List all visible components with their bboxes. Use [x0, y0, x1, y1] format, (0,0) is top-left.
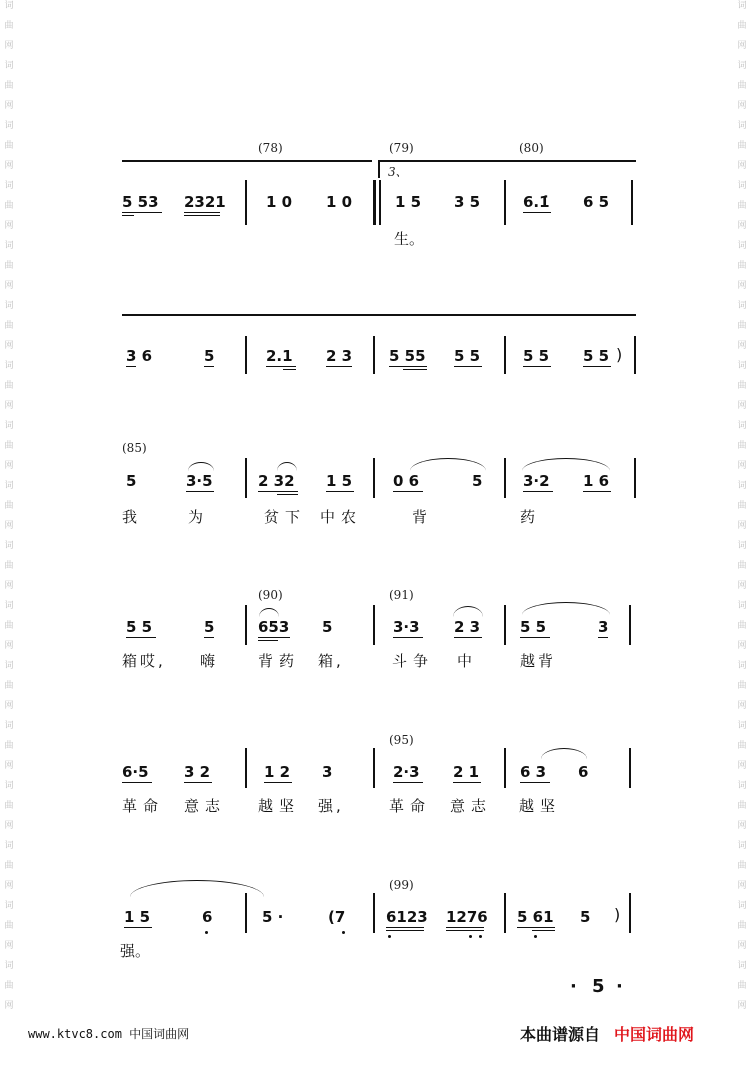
watermark-char: 网 [4, 1001, 14, 1011]
note-group: 3 [322, 763, 333, 781]
note-underline [326, 366, 352, 367]
lyric-text: 箱哎, [122, 652, 166, 670]
note-group: 5 55 [389, 347, 426, 365]
watermark-char: 曲 [4, 981, 14, 991]
measure-number-85: (85) [122, 441, 147, 455]
note-underline [258, 491, 298, 492]
lyric-text: 箱, [318, 652, 344, 670]
note-underline [122, 782, 152, 783]
note-group: 5 [126, 472, 137, 490]
note-group: 2 1 [453, 763, 480, 781]
watermark-char: 词 [737, 901, 747, 911]
watermark-char: 词 [737, 61, 747, 71]
watermark-char: 曲 [4, 141, 14, 151]
bar-line [373, 893, 375, 933]
slur [259, 608, 279, 617]
watermark-char: 曲 [737, 321, 747, 331]
bar-line [504, 336, 506, 374]
watermark-char: 网 [737, 821, 747, 831]
volta-bracket [378, 160, 380, 178]
watermark-char: 曲 [4, 441, 14, 451]
note-underline [283, 369, 296, 370]
watermark-char: 网 [737, 221, 747, 231]
watermark-char: 曲 [4, 501, 14, 511]
note-group: 2·3 [393, 763, 420, 781]
bar-line [245, 336, 247, 374]
slur [453, 606, 483, 617]
watermark-char: 曲 [4, 861, 14, 871]
watermark-char: 曲 [4, 381, 14, 391]
lyric-text: 越背 [520, 652, 557, 670]
page-number-dot-right: · [616, 976, 623, 997]
note-underline [583, 491, 611, 492]
watermark-char: 曲 [4, 81, 14, 91]
watermark-char: 网 [4, 821, 14, 831]
watermark-char: 网 [4, 401, 14, 411]
note-underline [124, 927, 152, 928]
footer-source [520, 1022, 694, 1045]
watermark-char: 词 [737, 301, 747, 311]
bar-line [634, 336, 636, 374]
bar-line [504, 605, 506, 645]
watermark-char: 网 [737, 101, 747, 111]
note-underline [386, 930, 424, 931]
note-group: 3 5 [454, 193, 481, 211]
note-group: 5 [580, 908, 591, 926]
note-group: 5 5 [454, 347, 481, 365]
lyric-text: 革命 [389, 797, 432, 815]
watermark-char: 曲 [737, 261, 747, 271]
note-group: 6.1̇ [523, 193, 550, 211]
watermark-strip-left [2, 0, 16, 1071]
watermark-char: 网 [737, 941, 747, 951]
watermark-char: 词 [4, 361, 14, 371]
bar-line [629, 893, 631, 933]
lyric-text: 强, [318, 797, 344, 815]
note-group: 5 [204, 618, 215, 636]
watermark-char: 网 [737, 881, 747, 891]
note-underline [126, 366, 136, 367]
note-underline [520, 637, 550, 638]
slur [522, 602, 610, 615]
watermark-char: 网 [4, 161, 14, 171]
note-group: (7 [328, 908, 346, 926]
note-group: 0 6 [393, 472, 420, 490]
note-group: 1 5 [395, 193, 422, 211]
note-underline [454, 637, 482, 638]
watermark-char: 网 [737, 521, 747, 531]
watermark-char: 网 [4, 101, 14, 111]
watermark-char: 词 [4, 481, 14, 491]
watermark-char: 曲 [4, 921, 14, 931]
page-number-dot-left: · [570, 976, 577, 997]
slur [410, 458, 486, 471]
lyric-text: 意志 [450, 797, 493, 815]
note-group: 6 [578, 763, 589, 781]
low-octave-dot [469, 935, 472, 938]
watermark-char: 网 [737, 761, 747, 771]
page-number: 5 [592, 976, 605, 997]
note-group: 1 0 [266, 193, 293, 211]
lyric-text: 意志 [184, 797, 227, 815]
low-octave-dot [534, 935, 537, 938]
low-octave-dot [342, 931, 345, 934]
lyric-text: 嗨 [200, 652, 216, 670]
slur [130, 880, 264, 897]
watermark-char: 词 [737, 121, 747, 131]
bar-line [245, 180, 247, 225]
bar-line [245, 748, 247, 788]
watermark-char: 网 [4, 941, 14, 951]
bar-line [373, 605, 375, 645]
lyric-text: 贫下 [264, 508, 307, 526]
note-group: 5 [322, 618, 333, 636]
watermark-char: 曲 [4, 561, 14, 571]
watermark-char: 词 [4, 901, 14, 911]
note-underline [264, 782, 292, 783]
slur [541, 748, 587, 759]
watermark-char: 词 [4, 421, 14, 431]
repeat-bar-line [373, 180, 376, 225]
bar-line [245, 893, 247, 933]
watermark-char: 曲 [737, 381, 747, 391]
note-group: 3·3 [393, 618, 420, 636]
note-group: 6 3 [520, 763, 547, 781]
note-underline [258, 637, 290, 638]
note-group: 5 53 [122, 193, 159, 211]
watermark-char: 曲 [737, 561, 747, 571]
note-group: 2.1 [266, 347, 293, 365]
note-group: 1 6 [583, 472, 610, 490]
watermark-char: 网 [4, 761, 14, 771]
note-group: 5 5 [523, 347, 550, 365]
note-group: 2321 [184, 193, 226, 211]
note-underline [258, 640, 278, 641]
watermark-char: 曲 [737, 621, 747, 631]
watermark-char: 曲 [737, 681, 747, 691]
note-group: 1 5 [124, 908, 151, 926]
watermark-char: 词 [737, 961, 747, 971]
lyric-text: 为 [188, 508, 204, 526]
watermark-char: 词 [737, 361, 747, 371]
lyric-text: 中农 [320, 508, 363, 526]
note-underline [523, 491, 553, 492]
watermark-char: 网 [4, 881, 14, 891]
note-group: 5 5 [520, 618, 547, 636]
bar-line [504, 458, 506, 498]
watermark-char: 网 [4, 461, 14, 471]
watermark-char: 词 [4, 541, 14, 551]
watermark-char: 词 [4, 301, 14, 311]
watermark-char: 网 [737, 461, 747, 471]
footer-site-link[interactable]: www.ktvc8.com 中国词曲网 [28, 1027, 190, 1041]
watermark-char: 词 [737, 781, 747, 791]
note-group: 3 2 [184, 763, 211, 781]
note-underline [453, 782, 481, 783]
close-paren: ) [614, 905, 621, 924]
note-underline [523, 212, 551, 213]
note-group: 6 [202, 908, 213, 926]
bar-line [504, 893, 506, 933]
watermark-char: 网 [4, 581, 14, 591]
staff-top-line [122, 160, 372, 162]
watermark-char: 网 [737, 41, 747, 51]
note-underline [122, 215, 134, 216]
bar-line [631, 180, 633, 225]
watermark-char: 词 [737, 541, 747, 551]
note-underline [122, 212, 162, 213]
measure-number-80: (80) [519, 141, 544, 155]
watermark-char: 网 [737, 281, 747, 291]
watermark-char: 词 [4, 181, 14, 191]
watermark-char: 曲 [4, 201, 14, 211]
note-group: 3 [598, 618, 609, 636]
watermark-char: 词 [4, 961, 14, 971]
note-group: 3 6 [126, 347, 153, 365]
note-underline [446, 930, 484, 931]
watermark-char: 词 [737, 841, 747, 851]
note-underline [393, 491, 423, 492]
measure-number-95: (95) [389, 733, 414, 747]
footer-source-label: 本曲谱源自 [520, 1025, 601, 1044]
watermark-char: 曲 [4, 621, 14, 631]
low-octave-dot [205, 931, 208, 934]
watermark-char: 词 [4, 241, 14, 251]
measure-number-90: (90) [258, 588, 283, 602]
watermark-char: 曲 [4, 261, 14, 271]
note-group: 1 5 [326, 472, 353, 490]
bar-line [629, 605, 631, 645]
watermark-char: 网 [4, 341, 14, 351]
measure-number-99: (99) [389, 878, 414, 892]
close-paren: ) [616, 345, 623, 364]
note-group: 6·5 [122, 763, 149, 781]
watermark-char: 网 [737, 161, 747, 171]
bar-line [373, 336, 375, 374]
note-group: 1276 [446, 908, 488, 926]
watermark-char: 词 [737, 661, 747, 671]
watermark-char: 词 [737, 481, 747, 491]
lyric-text: 越坚 [519, 797, 562, 815]
note-underline [532, 930, 555, 931]
note-underline [266, 366, 296, 367]
watermark-char: 网 [4, 281, 14, 291]
staff-top-line [122, 314, 636, 316]
low-octave-dot [479, 935, 482, 938]
lyric-text: 背 [412, 508, 428, 526]
note-underline [454, 366, 482, 367]
watermark-char: 词 [4, 721, 14, 731]
note-group: 5 [472, 472, 483, 490]
watermark-char: 曲 [737, 81, 747, 91]
watermark-char: 词 [4, 841, 14, 851]
watermark-char: 网 [737, 341, 747, 351]
watermark-char: 网 [737, 701, 747, 711]
lyric-text: 背药 [258, 652, 301, 670]
slur [277, 462, 297, 471]
watermark-char: 词 [737, 241, 747, 251]
watermark-char: 词 [737, 1, 747, 11]
watermark-char: 曲 [737, 981, 747, 991]
note-group: 2 3 [454, 618, 481, 636]
note-group: 1 0 [326, 193, 353, 211]
watermark-char: 网 [4, 521, 14, 531]
watermark-char: 曲 [4, 801, 14, 811]
watermark-char: 曲 [4, 21, 14, 31]
lyric-text: 药 [520, 508, 536, 526]
watermark-char: 网 [4, 221, 14, 231]
note-underline [393, 637, 423, 638]
bar-line [504, 748, 506, 788]
watermark-char: 曲 [737, 921, 747, 931]
watermark-char: 曲 [737, 441, 747, 451]
watermark-char: 曲 [737, 861, 747, 871]
note-underline [184, 215, 220, 216]
watermark-char: 曲 [4, 741, 14, 751]
watermark-char: 词 [737, 181, 747, 191]
note-group: 5 [204, 347, 215, 365]
note-underline [326, 491, 354, 492]
watermark-char: 网 [4, 641, 14, 651]
note-underline [446, 927, 484, 928]
note-group: 6 5 [583, 193, 610, 211]
note-group: 653 [258, 618, 290, 636]
note-underline [126, 637, 156, 638]
lyric-text: 中 [457, 652, 473, 670]
note-group: 5 61 [517, 908, 554, 926]
note-underline [277, 494, 298, 495]
note-underline [389, 366, 427, 367]
note-underline [186, 491, 214, 492]
repeat-bar-line [379, 180, 381, 225]
measure-number-79: (79) [389, 141, 414, 155]
note-underline [523, 366, 551, 367]
bar-line [245, 458, 247, 498]
measure-number-91: (91) [389, 588, 414, 602]
note-group: 5 · [262, 908, 284, 926]
note-underline [583, 366, 611, 367]
bar-line [245, 605, 247, 645]
note-underline [517, 927, 555, 928]
volta-label: 3、 [388, 165, 408, 179]
watermark-char: 曲 [4, 321, 14, 331]
note-underline [393, 782, 423, 783]
measure-number-78: (78) [258, 141, 283, 155]
note-group: 3·2 [523, 472, 550, 490]
watermark-char: 曲 [737, 21, 747, 31]
lyric-text: 我 [122, 508, 138, 526]
note-underline [204, 637, 214, 638]
bar-line [373, 458, 375, 498]
bar-line [629, 748, 631, 788]
note-group: 3·5 [186, 472, 213, 490]
note-group: 2 32 [258, 472, 295, 490]
note-underline [386, 927, 424, 928]
watermark-char: 曲 [4, 681, 14, 691]
footer-brand[interactable]: 中国词曲网 [614, 1025, 695, 1044]
watermark-char: 曲 [737, 801, 747, 811]
watermark-char: 词 [737, 601, 747, 611]
watermark-char: 词 [737, 721, 747, 731]
slur [522, 458, 610, 471]
watermark-char: 网 [737, 641, 747, 651]
staff-top-line [378, 160, 636, 162]
watermark-char: 词 [737, 421, 747, 431]
note-underline [204, 366, 214, 367]
watermark-char: 词 [4, 121, 14, 131]
note-underline [598, 637, 608, 638]
lyric-text: 斗争 [392, 652, 435, 670]
watermark-char: 曲 [737, 501, 747, 511]
watermark-char: 网 [737, 1001, 747, 1011]
watermark-char: 词 [4, 781, 14, 791]
lyric-text: 强。 [120, 942, 151, 960]
lyric-text: 越坚 [258, 797, 301, 815]
watermark-char: 网 [4, 41, 14, 51]
note-underline [184, 212, 220, 213]
slur [188, 462, 214, 471]
lyric-text: 革命 [122, 797, 165, 815]
watermark-char: 词 [4, 661, 14, 671]
bar-line [373, 748, 375, 788]
watermark-char: 网 [737, 401, 747, 411]
watermark-char: 曲 [737, 741, 747, 751]
lyric-text: 生。 [394, 230, 425, 248]
bar-line [504, 180, 506, 225]
note-underline [184, 782, 212, 783]
watermark-char: 词 [4, 1, 14, 11]
note-group: 6123 [386, 908, 428, 926]
watermark-char: 曲 [737, 201, 747, 211]
watermark-char: 网 [4, 701, 14, 711]
note-underline [403, 369, 427, 370]
watermark-char: 网 [737, 581, 747, 591]
note-group: 5 5 [126, 618, 153, 636]
watermark-char: 曲 [737, 141, 747, 151]
note-group: 2 3 [326, 347, 353, 365]
note-group: 5 5 [583, 347, 610, 365]
watermark-char: 词 [4, 601, 14, 611]
watermark-strip-right [735, 0, 749, 1071]
note-group: 1 2 [264, 763, 291, 781]
low-octave-dot [388, 935, 391, 938]
bar-line [634, 458, 636, 498]
note-underline [520, 782, 550, 783]
watermark-char: 词 [4, 61, 14, 71]
